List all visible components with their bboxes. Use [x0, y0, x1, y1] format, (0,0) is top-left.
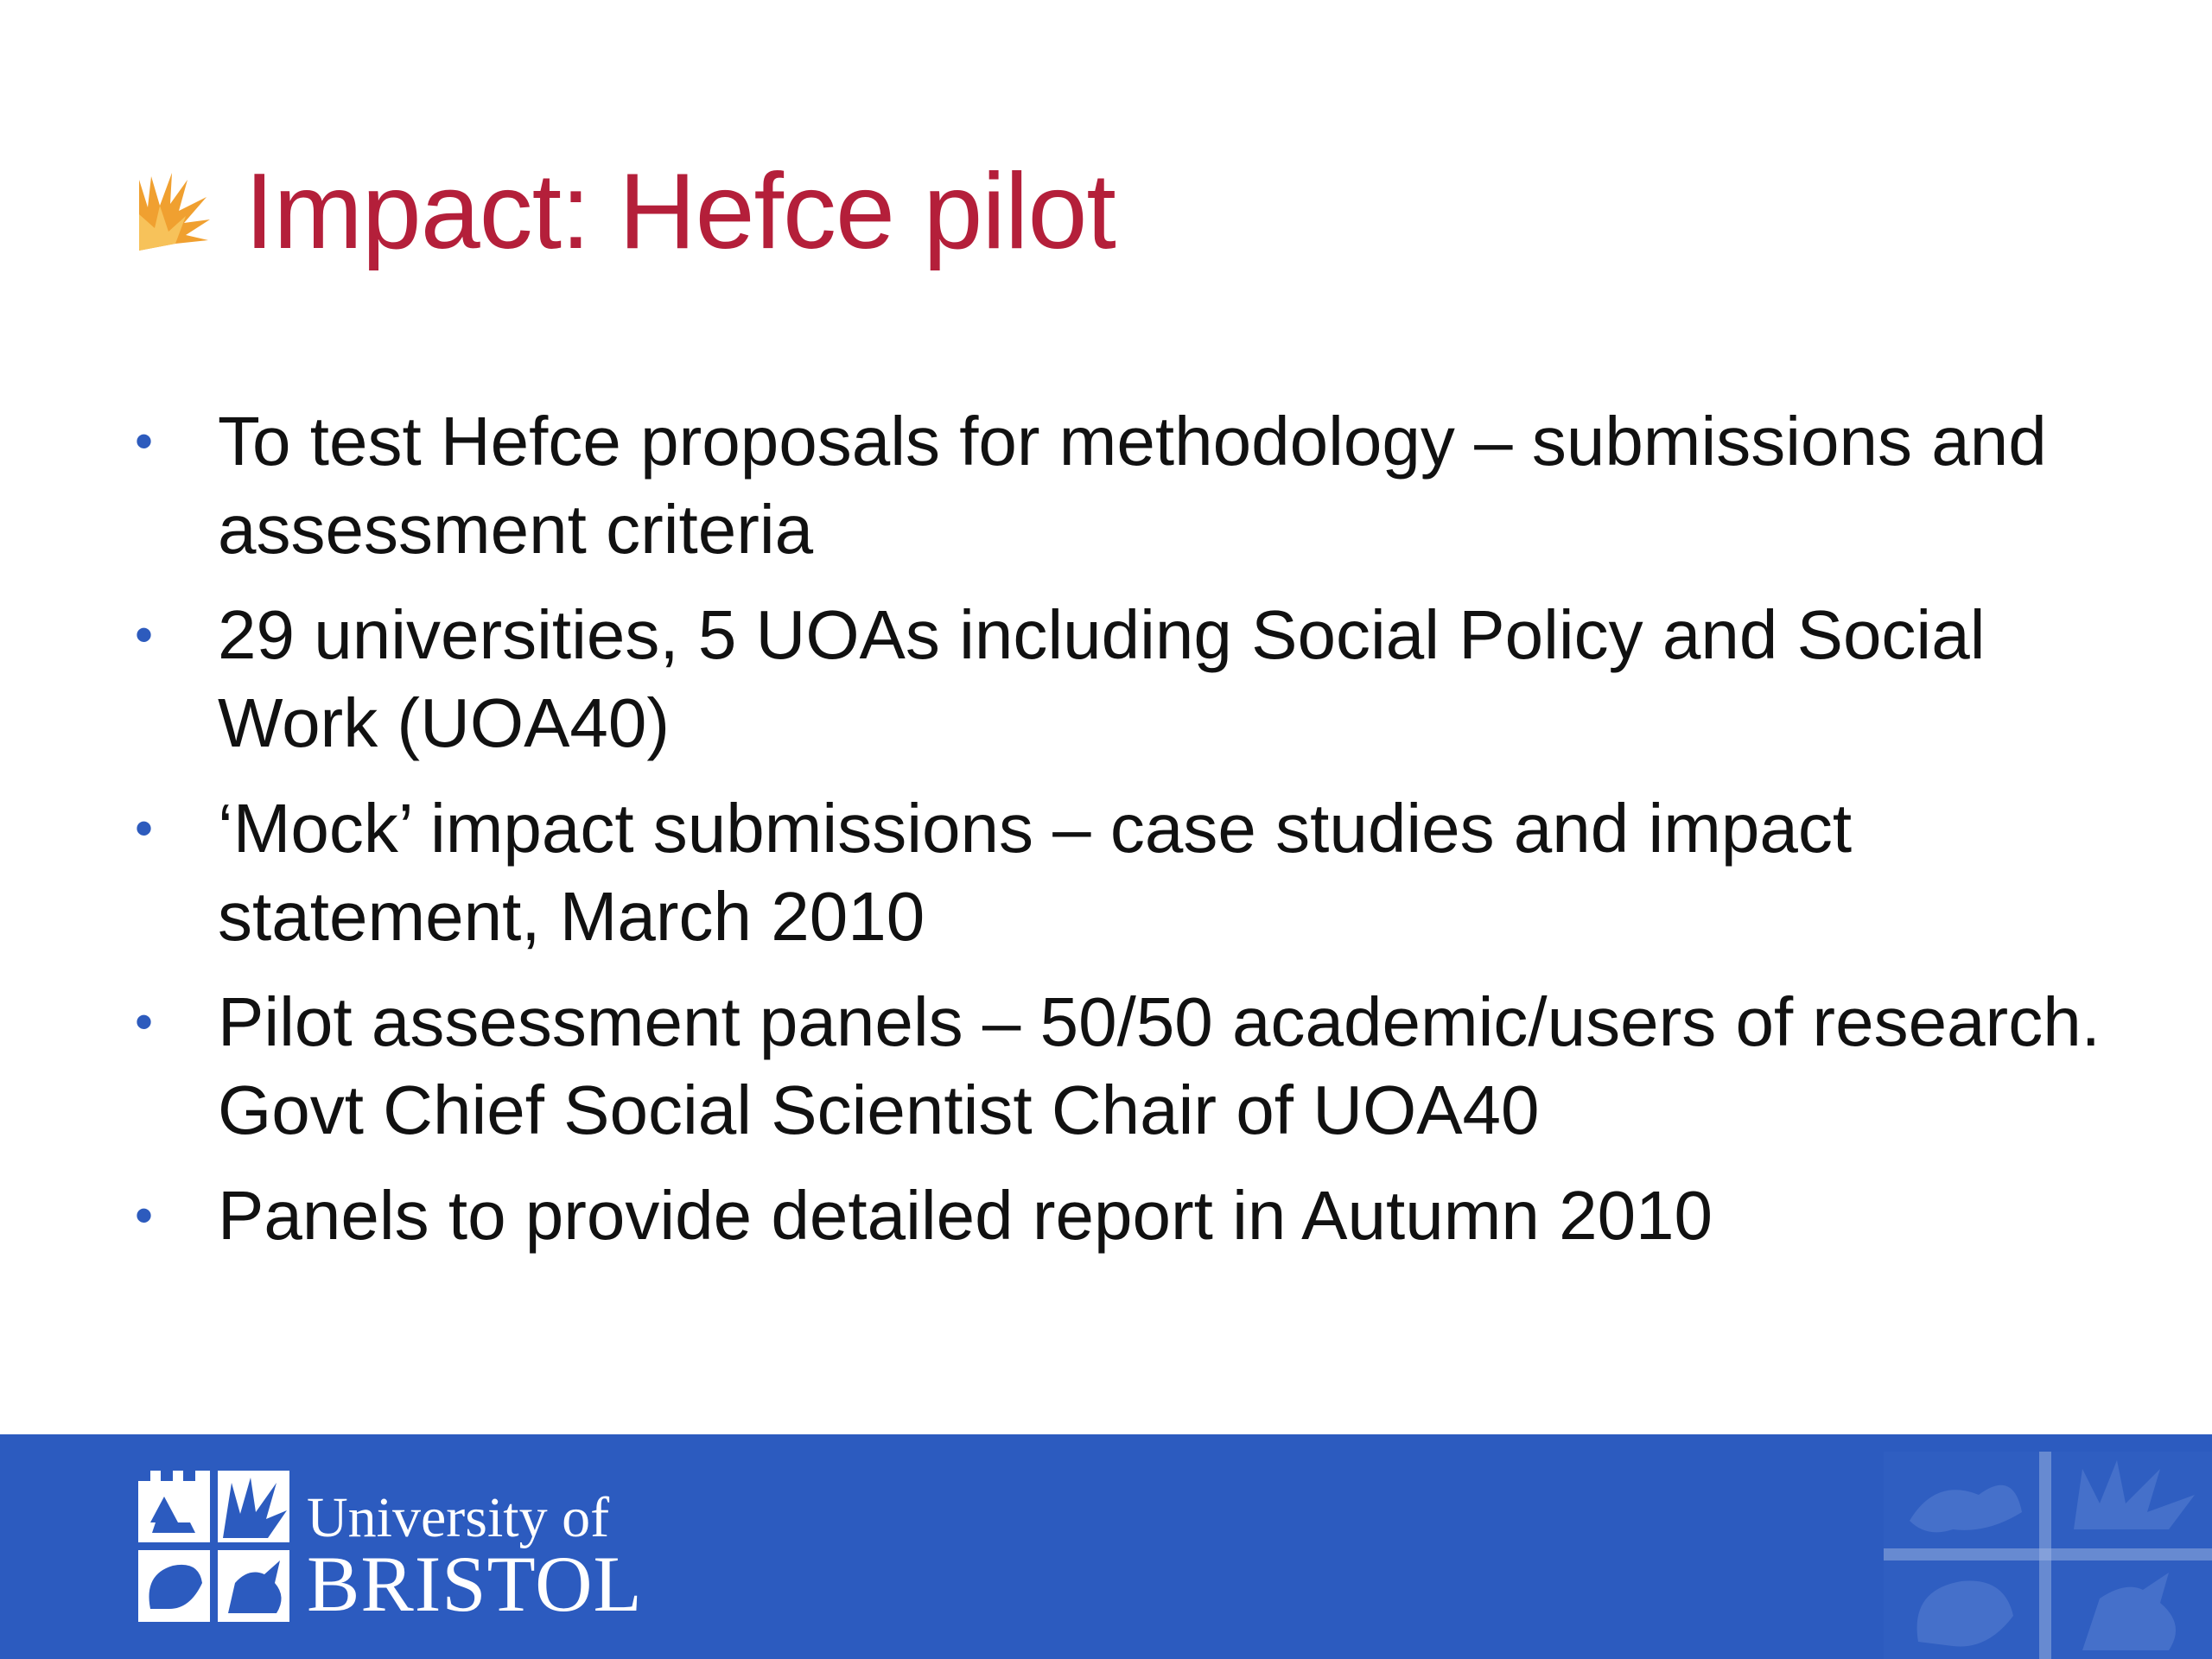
bullet-marker: •	[135, 799, 154, 857]
bullet-item	[130, 978, 2117, 1154]
footer-band	[0, 1434, 2212, 1659]
bullet-item	[130, 785, 2117, 961]
university-logo	[138, 1471, 643, 1628]
bullet-marker: •	[135, 1186, 154, 1244]
bullet-text: Panels to provide detailed report in Autumn 2010	[218, 1177, 1713, 1254]
logo-wordmark	[307, 1471, 643, 1628]
bullet-text: To test Hefce proposals for methodology – submissions and assessment criteria	[218, 403, 2047, 568]
bullet-text: ‘Mock’ impact submissions – case studies and impact statement, March 2010	[218, 790, 1853, 955]
sun-flame-icon	[134, 171, 210, 253]
logo-line-bristol: BRISTOL	[307, 1540, 643, 1628]
bullet-item	[130, 591, 2117, 767]
title-row	[134, 147, 1116, 276]
university-crest-icon	[138, 1471, 289, 1622]
bullet-item	[130, 397, 2117, 574]
bullet-list	[130, 397, 2117, 1277]
bullet-marker: •	[135, 606, 154, 664]
crest-watermark-icon	[1884, 1452, 2212, 1659]
bullet-text: Pilot assessment panels – 50/50 academic/users of research. Govt Chief Social Scientist Chair of UOA40	[218, 983, 2101, 1148]
bullet-text: 29 universities, 5 UOAs including Social Policy and Social Work (UOA40)	[218, 596, 1986, 761]
bullet-item	[130, 1172, 2117, 1260]
bullet-marker: •	[135, 993, 154, 1051]
slide-title: Impact: Hefce pilot	[245, 152, 1116, 271]
logo-line-university: University of	[307, 1486, 610, 1549]
bullet-marker: •	[135, 412, 154, 470]
